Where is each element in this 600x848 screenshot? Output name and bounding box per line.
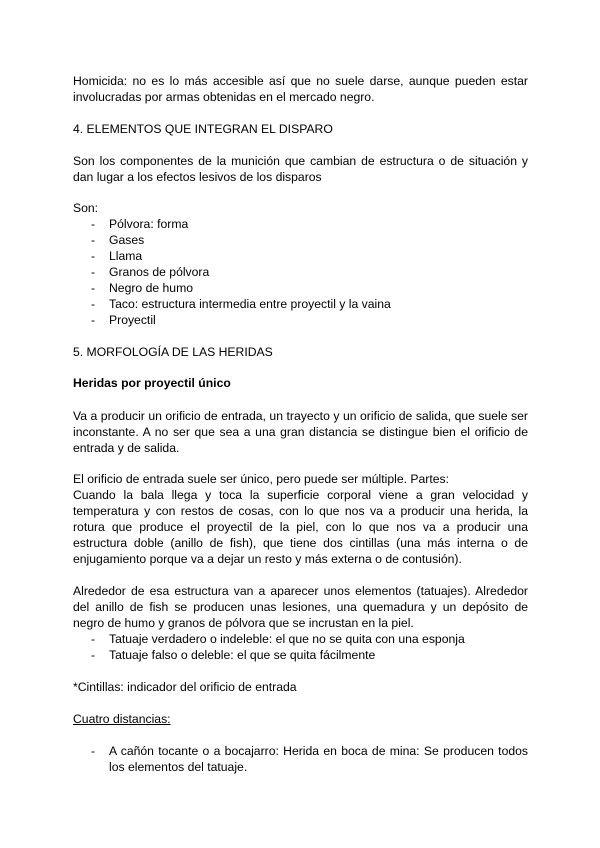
list-elementos-disparo [73, 216, 528, 328]
paragraph-line: El orificio de entrada suele ser único, pero puede ser múltiple. Partes: [73, 472, 449, 486]
list-item [73, 232, 528, 248]
note-cintillas: *Cintillas: indicador del orificio de entrada [73, 680, 297, 694]
paragraph-orificio: Va a producir un orificio de entrada, un trayecto y un orificio de salida, que suele ser inconstante. A no ser que sea a una gran distancia se distingue bien el orificio de entrada y de salida. [73, 409, 528, 455]
paragraph-orificio-entrada [73, 471, 528, 567]
dash-bullet: - [91, 313, 96, 327]
list-item-text: Llama [109, 249, 143, 263]
list-item [73, 216, 528, 232]
list-item-text: A cañón tocante o a bocajarro: Herida en boca de mina: Se producen todos los elementos del tatuaje. [109, 744, 528, 774]
list-item [73, 312, 528, 328]
list-item [73, 280, 528, 296]
list-item [73, 631, 528, 647]
heading-heridas-proyectil: Heridas por proyectil único [73, 376, 231, 390]
dash-bullet: - [91, 233, 96, 247]
dash-bullet: - [91, 648, 96, 662]
list-item [73, 264, 528, 280]
dash-bullet: - [91, 249, 96, 263]
paragraph-homicida: Homicida: no es lo más accesible así que no suele darse, aunque pueden estar involucradas por armas obtenidas en el mercado negro. [73, 74, 528, 104]
list-item-text: Tatuaje verdadero o indeleble: el que no se quita con una esponja [109, 632, 465, 646]
dash-bullet: - [91, 297, 96, 311]
paragraph-componentes: Son los componentes de la munición que cambian de estructura o de situación y dan lugar a los efectos lesivos de los disparos [73, 154, 528, 184]
list-item-text: Gases [109, 233, 145, 247]
list-item-text: Proyectil [109, 313, 156, 327]
heading-section-5: 5. MORFOLOGÍA DE LAS HERIDAS [73, 345, 273, 359]
list-item [73, 248, 528, 264]
dash-bullet: - [91, 281, 96, 295]
list-item-text: Tatuaje falso o deleble: el que se quita fácilmente [109, 648, 376, 662]
list-item-text: Taco: estructura intermedia entre proyectil y la vaina [109, 297, 391, 311]
heading-cuatro-distancias: Cuatro distancias: [73, 712, 171, 726]
dash-bullet: - [91, 265, 96, 279]
paragraph-alrededor: Alrededor de esa estructura van a aparecer unos elementos (tatuajes). Alrededor del anillo de fish se producen unas lesiones, una quemadura y un depósito de negro de humo y granos de pólvora que se incrustan en la piel. [73, 584, 528, 630]
list-item-text: Negro de humo [109, 281, 194, 295]
list-item [73, 296, 528, 312]
heading-section-4: 4. ELEMENTOS QUE INTEGRAN EL DISPARO [73, 122, 333, 136]
list-item [73, 647, 528, 663]
dash-bullet: - [91, 632, 96, 646]
paragraph-line: Cuando la bala llega y toca la superficie corporal viene a gran velocidad y temperatura y con restos de cosas, con lo que nos va a producir una herida, la rotura que produce el proyectil de la piel, con lo que nos va a producir una estructura doble (anillo de fish), que tiene dos cintillas (una más interna o de enjugamiento porque va a dejar un resto y más externa o de contusión). [73, 488, 528, 566]
list-item [73, 743, 528, 775]
label-son: Son: [73, 201, 99, 215]
dash-bullet: - [91, 217, 96, 231]
list-item-text: Granos de pólvora [109, 265, 210, 279]
list-tatuajes [73, 631, 528, 663]
list-item-text: Pólvora: forma [109, 217, 189, 231]
list-distancias [73, 743, 528, 775]
dash-bullet: - [91, 744, 96, 758]
